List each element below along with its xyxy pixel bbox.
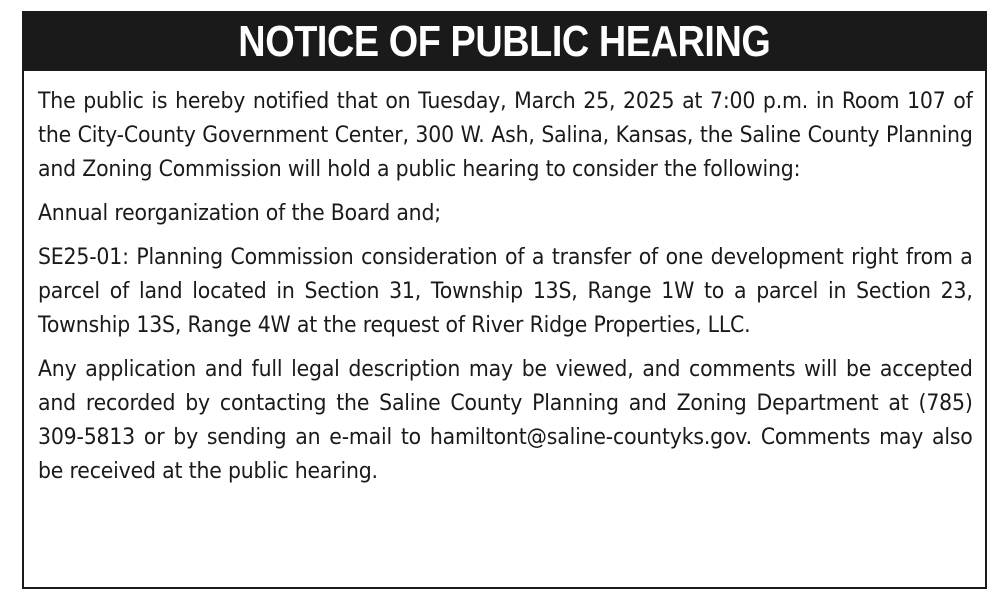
case-se25-01-paragraph: SE25-01: Planning Commission consideration of a transfer of one development right from a parcel of land located in Section 31, Township 13S, Range 1W to a parcel in Section 23, Township 13S, Range 4W at the request of River Ridge Properties, LLC. [38,245,973,338]
reorganization-paragraph: Annual reorganization of the Board and; [38,201,441,226]
public-notice [22,11,987,589]
notice-header [24,13,985,71]
notice-body [24,71,985,489]
hearing-details-paragraph: The public is hereby notified that on Tuesday, March 25, 2025 at 7:00 p.m. in Room 107 of the City-County Government Center, 300 W. Ash, Salina, Kansas, the Saline County Planning and Zoning Commission will hold a public hearing to consider the following: [38,89,973,182]
comments-contact-paragraph: Any application and full legal description may be viewed, and comments will be accepted and recorded by contacting the Saline County Planning and Zoning Department at (785) 309-5813 or by sending an e-mail to hamiltont@saline-countyks.gov. Comments may also be received at the public hearing. [38,357,973,484]
notice-title: NOTICE OF PUBLIC HEARING [238,17,771,66]
